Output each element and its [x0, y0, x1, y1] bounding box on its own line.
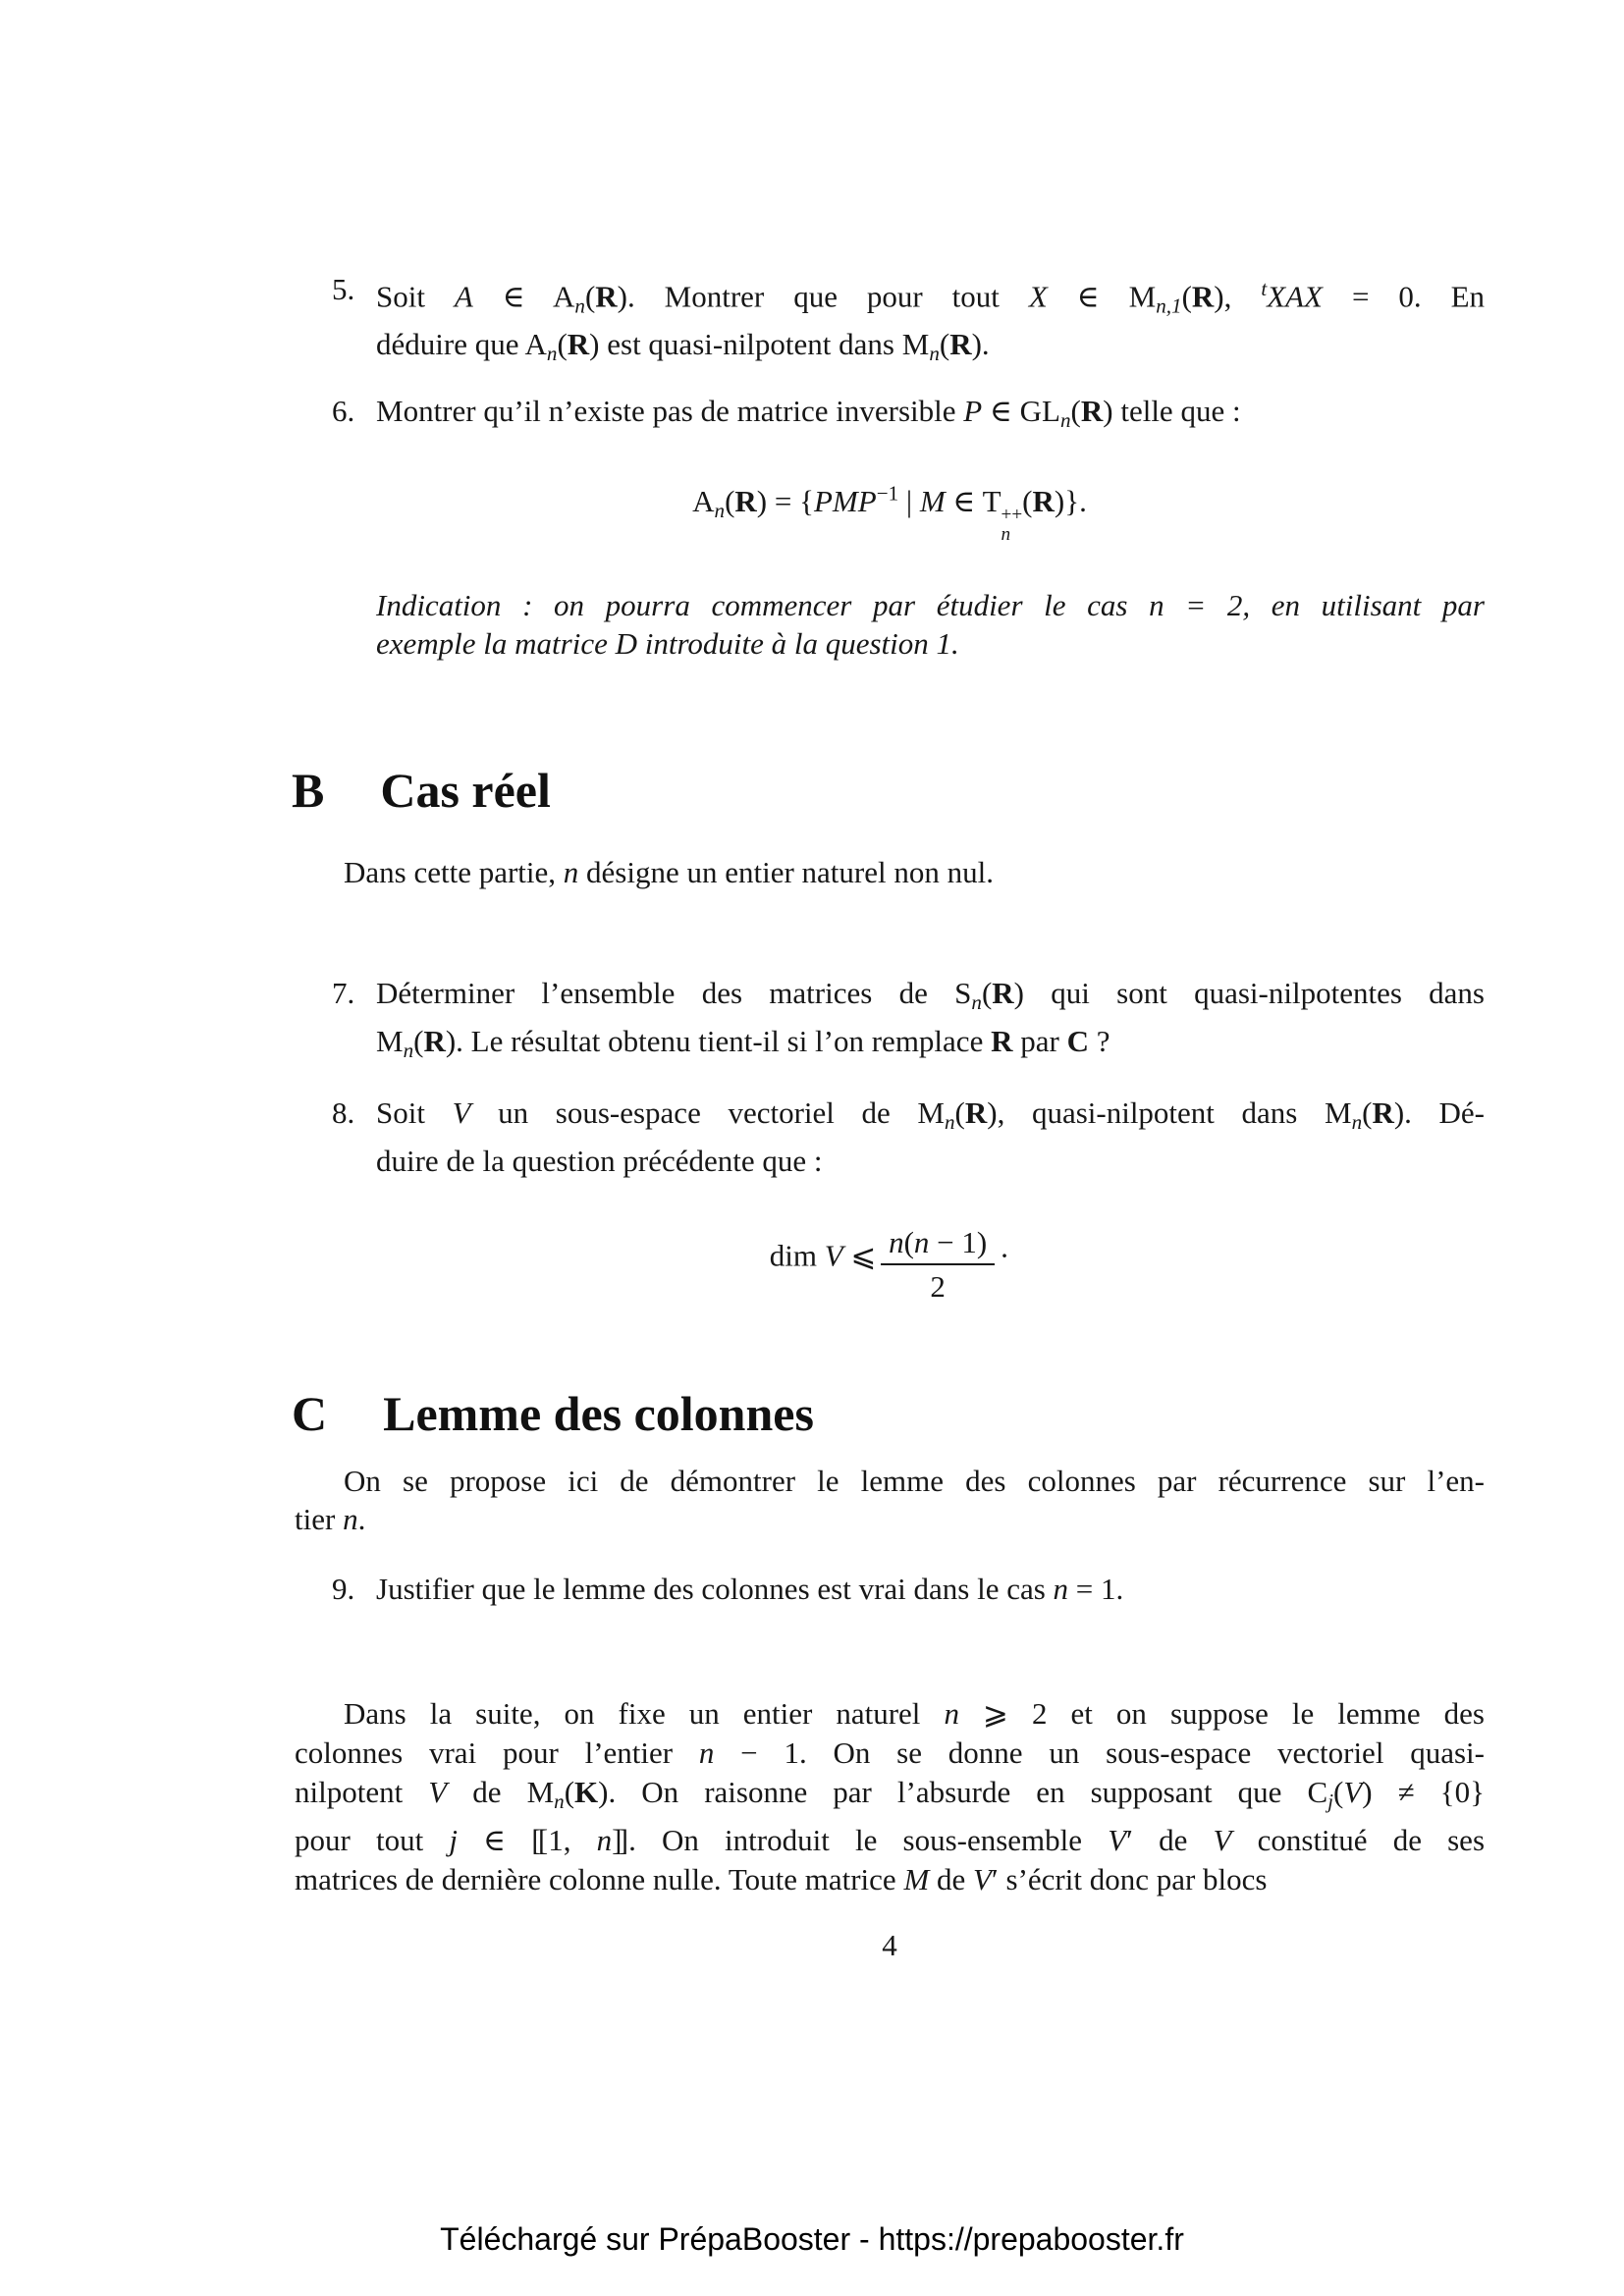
text-line: Montrer qu’il n’existe pas de matrice inversible P ∈ GLn(R) telle que : [376, 394, 1241, 432]
page-number: 4 [882, 1928, 897, 1962]
equation-rhs: · [999, 1238, 1010, 1273]
question-item-5 [295, 270, 1485, 373]
text-line: matrices de dernière colonne nulle. Toute matrice M de V′ s’écrit donc par blocs [295, 1861, 1268, 1896]
display-equation-an [295, 474, 1485, 546]
fraction [881, 1225, 995, 1305]
item-number: 7. [332, 976, 355, 1010]
text-line: exemple la matrice D introduite à la question 1. [376, 626, 959, 661]
section-letter: B [292, 763, 325, 818]
item-number: 5. [332, 272, 355, 306]
text-line: Soit V un sous-espace vectoriel de Mn(R), quasi-nilpotent dans Mn(R). Dé- [376, 1095, 1485, 1134]
text-line: nilpotent V de Mn(K). On raisonne par l’absurde en supposant que Cj(V) ≠ {0} [295, 1775, 1485, 1813]
question-item-9 [295, 1570, 1485, 1608]
section-title: Lemme des colonnes [383, 1386, 814, 1441]
paragraph-recurrence [295, 1694, 1485, 1899]
paragraph-intro-c [295, 1462, 1485, 1538]
equation-lhs: dim V ⩽ [769, 1238, 877, 1273]
footer-credit: Téléchargé sur PrépaBooster - https://prepabooster.fr [440, 2221, 1184, 2257]
paragraph-intro-b [295, 853, 1485, 891]
item-number: 9. [332, 1572, 355, 1606]
fraction-denominator: 2 [930, 1269, 946, 1304]
text-line: colonnes vrai pour l’entier n − 1. On se donne un sous-espace vectoriel quasi- [295, 1735, 1485, 1770]
question-item-7 [295, 974, 1485, 1070]
item-number: 8. [332, 1095, 355, 1130]
question-item-8 [295, 1094, 1485, 1180]
text-line: Dans cette partie, n désigne un entier naturel non nul. [344, 855, 994, 889]
display-equation-dim [295, 1225, 1485, 1305]
text-line: Justifier que le lemme des colonnes est vrai dans le cas n = 1. [376, 1572, 1124, 1606]
section-title: Cas réel [380, 763, 551, 818]
question-item-6 [295, 392, 1485, 440]
section-heading-b [292, 764, 1482, 817]
section-letter: C [292, 1386, 328, 1441]
section-heading-c [292, 1387, 1482, 1440]
item-number: 6. [332, 394, 355, 428]
equation-content: $An(R) = \{PMP^{-1}$ | M ∈ T ++ n (R)}. [692, 481, 1087, 546]
text-line: On se propose ici de démontrer le lemme des colonnes par récurrence sur l’en- [344, 1464, 1485, 1498]
text-line: Dans la suite, on fixe un entier naturel n ⩾ 2 et on suppose le lemme des [344, 1696, 1485, 1731]
text-line: Mn(R). Le résultat obtenu tient-il si l’on remplace R par C ? [376, 1023, 1110, 1062]
fraction-numerator: n(n − 1) [881, 1225, 995, 1265]
text-line: Soit A ∈ An(R). Montrer que pour tout X ∈ Mn,1(R), $^t$XAX = 0. En [376, 277, 1486, 318]
text-line: Déterminer l’ensemble des matrices de Sn(R) qui sont quasi-nilpotentes dans [376, 976, 1485, 1014]
hint-indication [376, 586, 1485, 663]
text-line: pour tout j ∈ [[ 1, n]] . On introduit le sous-ensemble V′ de V constitué de ses [295, 1822, 1486, 1857]
text-line: tier n. [295, 1502, 366, 1536]
text-line: déduire que An(R) est quasi-nilpotent dans Mn(R). [376, 327, 990, 366]
text-line: Indication : on pourra commencer par étudier le cas n = 2, en utilisant par [376, 588, 1485, 622]
text-line: duire de la question précédente que : [376, 1143, 823, 1178]
